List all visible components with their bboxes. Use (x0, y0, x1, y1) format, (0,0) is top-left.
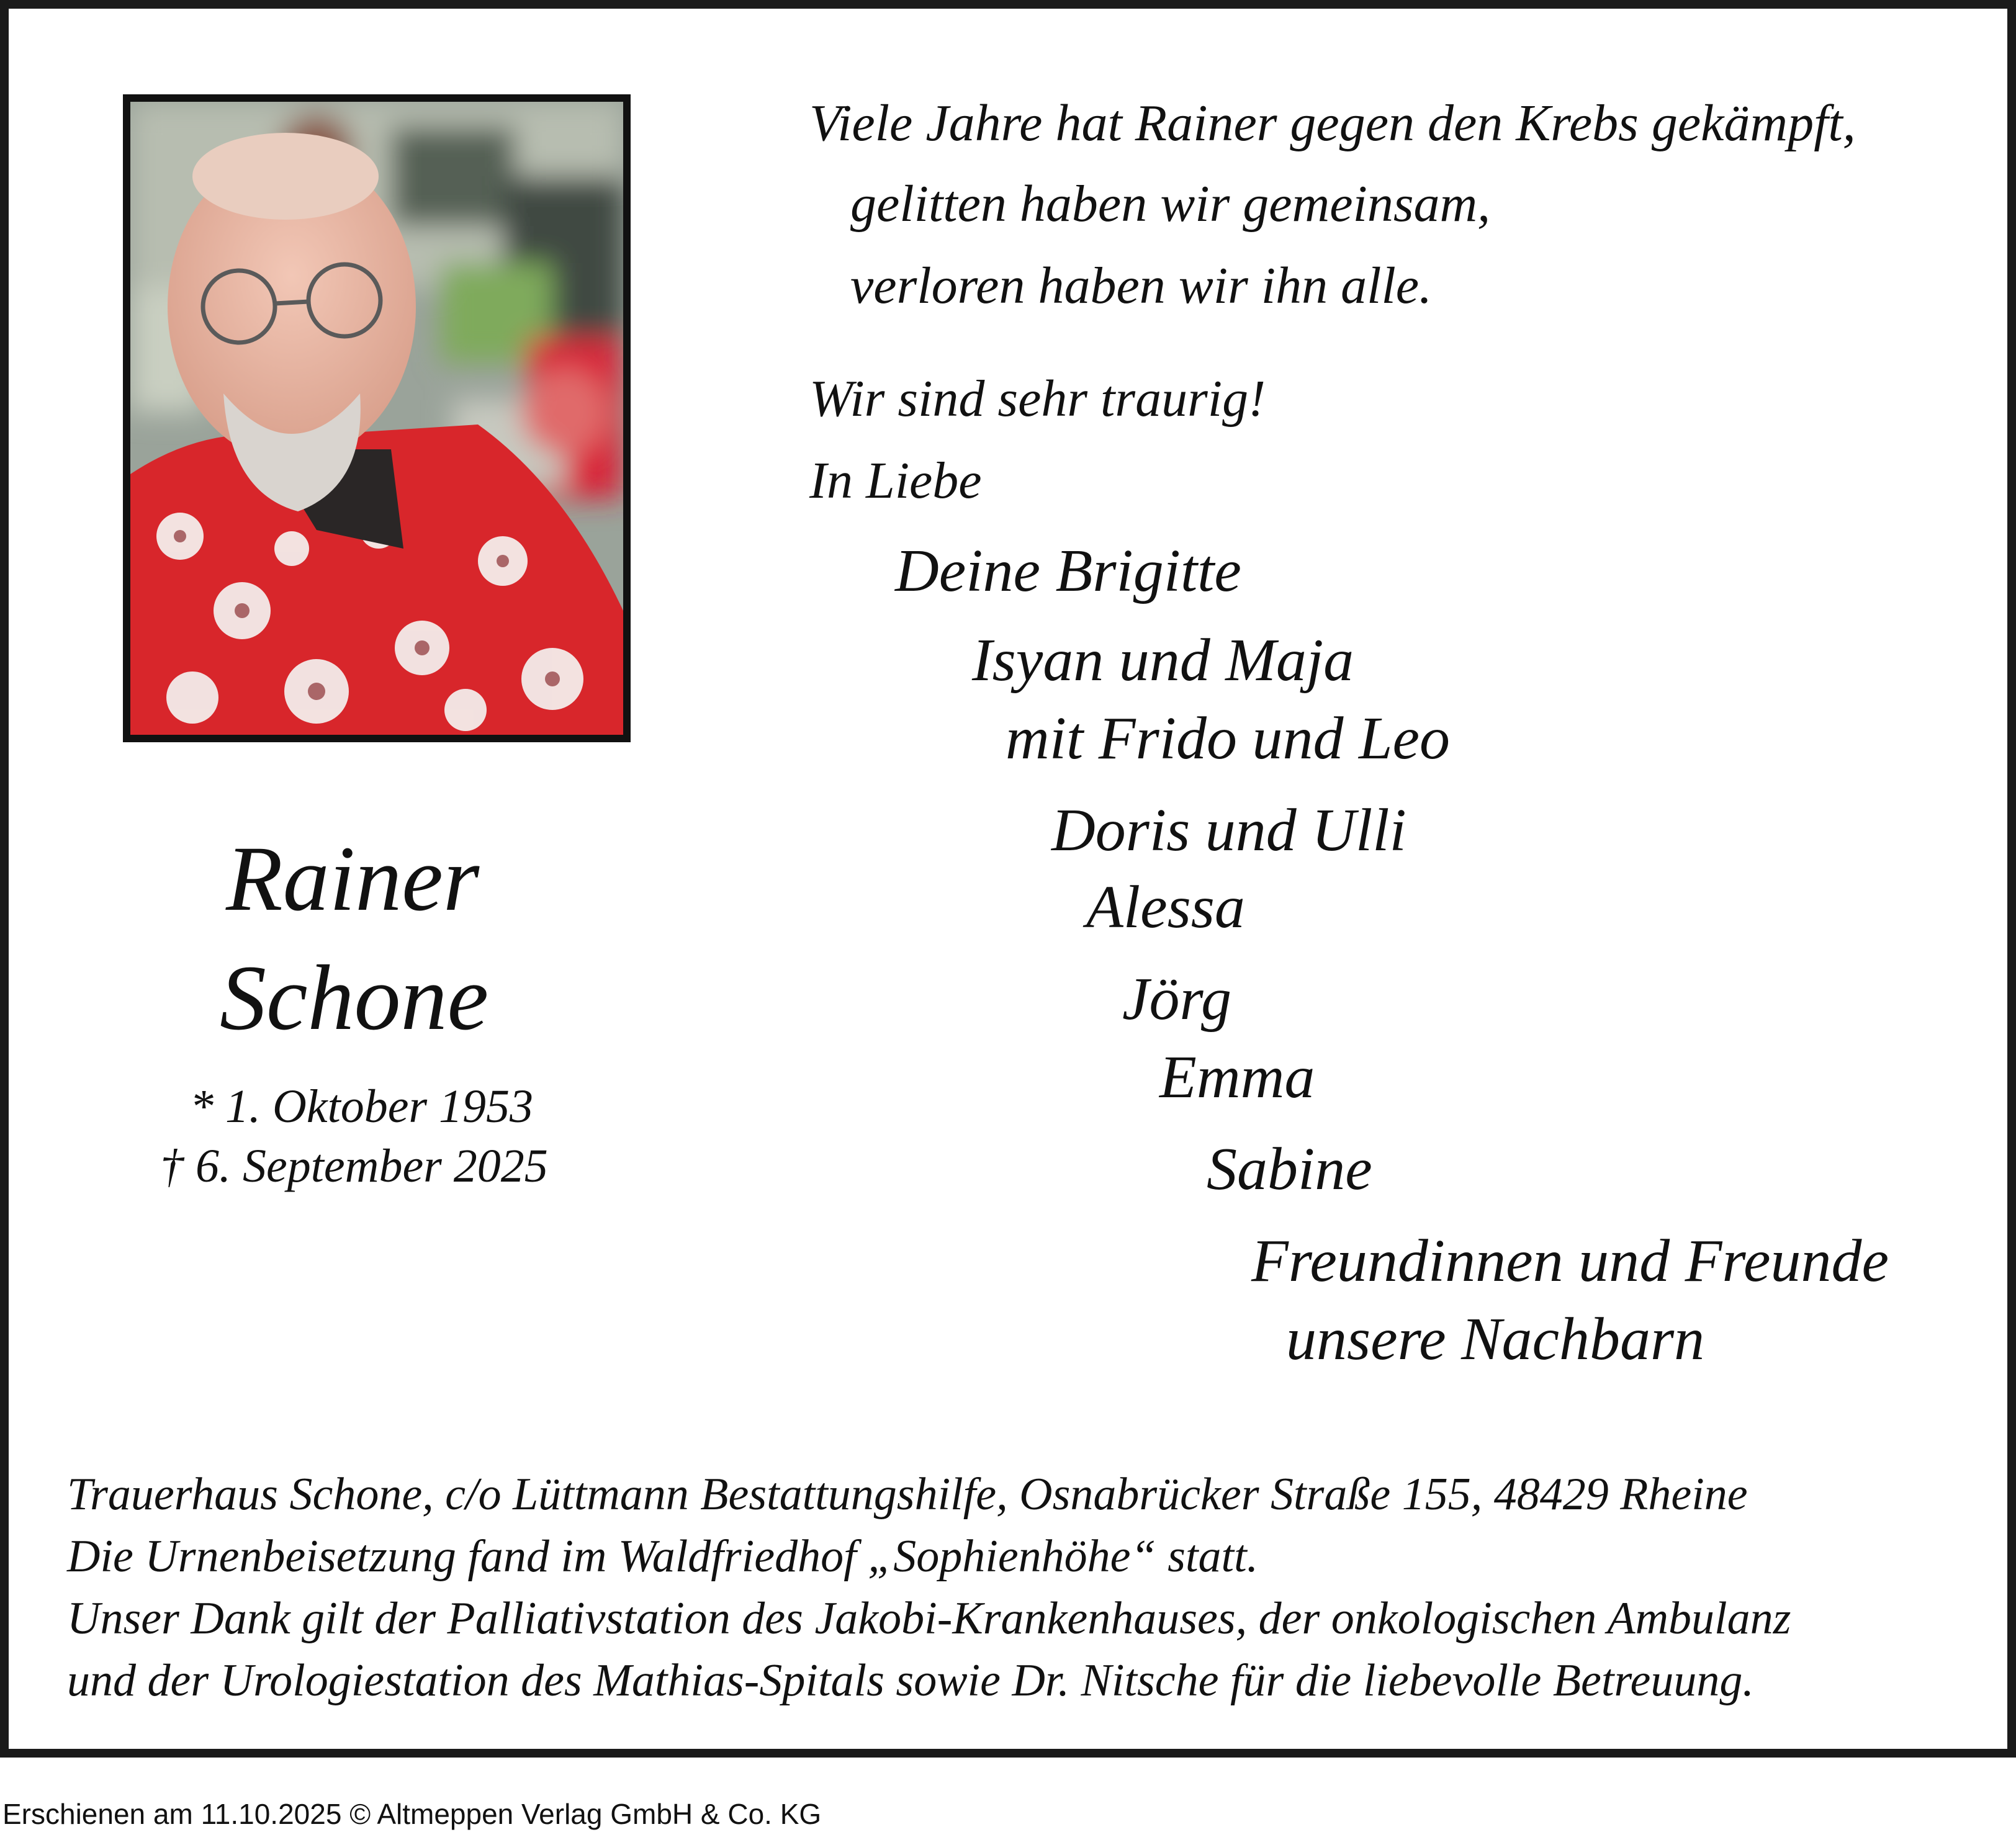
mourner-name: Isyan und Maja (972, 627, 1354, 694)
death-date: † 6. September 2025 (160, 1140, 548, 1192)
first-name: Rainer (226, 827, 480, 930)
mourner-name: Alessa (1086, 874, 1245, 941)
mourner-name: Freundinnen und Freunde (1251, 1228, 1889, 1295)
poem-line: Wir sind sehr traurig! (809, 370, 1266, 428)
footer-line: Unser Dank gilt der Palliativstation des Jakobi-Krankenhauses, der onkologischen Ambulanz (67, 1593, 1791, 1644)
mourner-name: Jörg (1122, 966, 1231, 1033)
poem-line: In Liebe (809, 452, 982, 510)
last-name: Schone (220, 946, 489, 1049)
footer-line: und der Urologiestation des Mathias-Spitals sowie Dr. Nitsche für die liebevolle Betreuung. (67, 1655, 1754, 1706)
poem-line: gelitten haben wir gemeinsam, (850, 175, 1491, 233)
mourner-name: mit Frido und Leo (1006, 705, 1450, 772)
birth-date: * 1. Oktober 1953 (190, 1080, 534, 1133)
poem-line: verloren haben wir ihn alle. (850, 257, 1433, 315)
mourner-name: Sabine (1207, 1136, 1372, 1203)
mourner-name: Emma (1159, 1044, 1315, 1111)
mourner-name: Doris und Ulli (1051, 797, 1406, 864)
mourner-name: Deine Brigitte (895, 537, 1241, 604)
mourner-name: unsere Nachbarn (1286, 1306, 1705, 1373)
footer-line: Trauerhaus Schone, c/o Lüttmann Bestattungshilfe, Osnabrücker Straße 155, 48429 Rheine (67, 1469, 1748, 1520)
footer-line: Die Urnenbeisetzung fand im Waldfriedhof „Sophienhöhe“ statt. (67, 1531, 1259, 1582)
poem-line: Viele Jahre hat Rainer gegen den Krebs gekämpft, (809, 94, 1856, 152)
portrait-image (130, 102, 623, 735)
publication-credit: Erschienen am 11.10.2025 © Altmeppen Verlag GmbH & Co. KG (2, 1798, 822, 1830)
portrait-photo (123, 94, 631, 742)
